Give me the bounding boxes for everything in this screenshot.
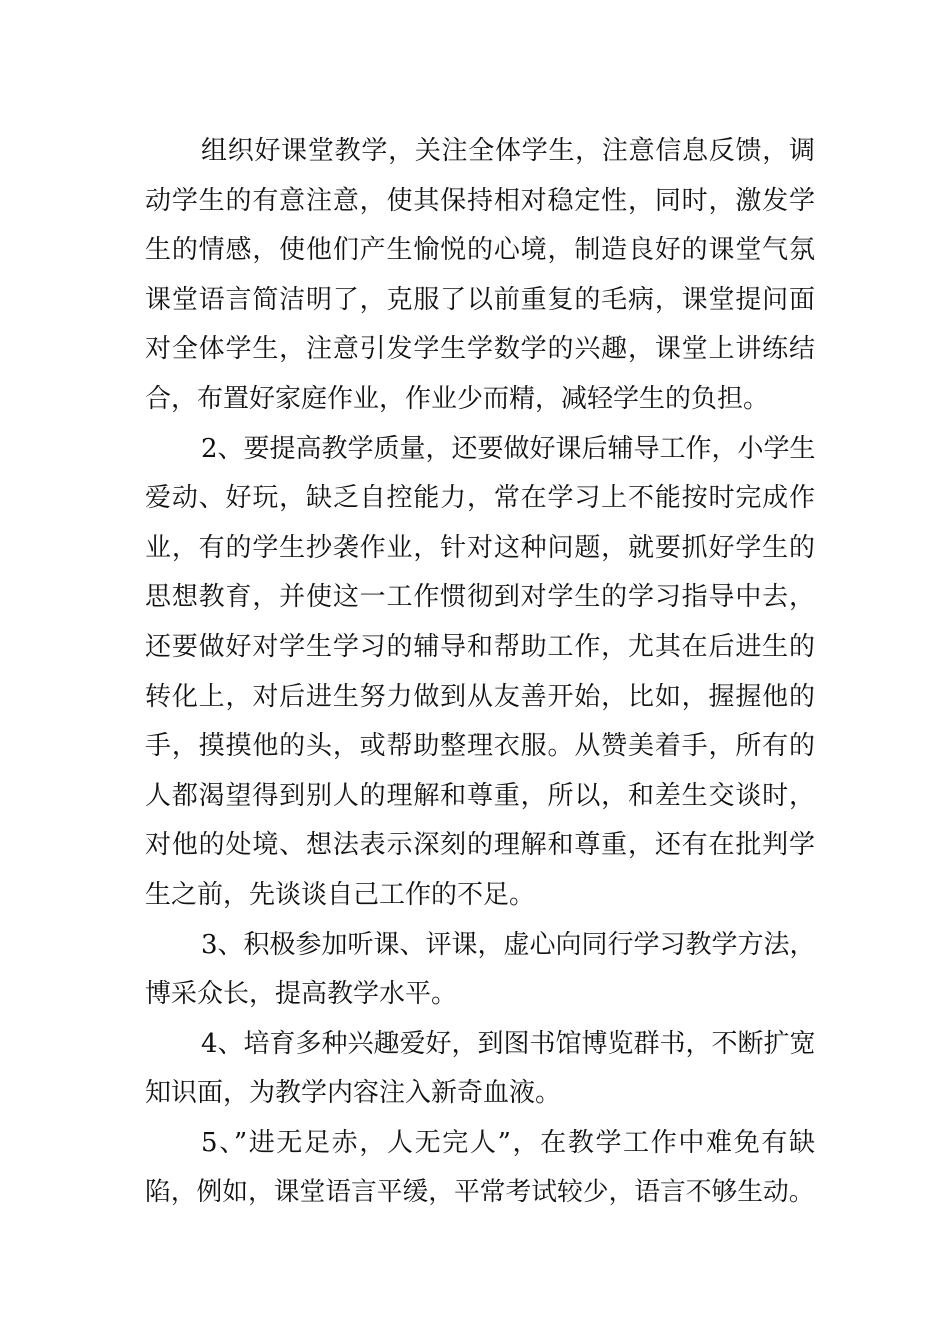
- text-line: 4、培育多种兴趣爱好，到图书馆博览群书，不断扩宽: [201, 1028, 816, 1059]
- text-line: 转化上，对后进生努力做到从友善开始，比如，握握他的: [145, 681, 815, 712]
- text-line: 陷，例如，课堂语言平缓，平常考试较少，语言不够生动。: [145, 1177, 815, 1208]
- text-line: 还要做好对学生学习的辅导和帮助工作，尤其在后进生的: [145, 631, 815, 662]
- body-text: [145, 127, 815, 1218]
- text-line: 生之前，先谈谈自己工作的不足。: [145, 879, 536, 910]
- text-line: 博采众长，提高教学水平。: [145, 979, 458, 1010]
- text-line: 人都渴望得到别人的理解和尊重，所以，和差生交谈时，: [145, 780, 815, 811]
- text-line: 合，布置好家庭作业，作业少而精，减轻学生的负担。: [145, 383, 770, 414]
- text-line: 动学生的有意注意，使其保持相对稳定性，同时，激发学: [145, 185, 815, 216]
- text-line: 手，摸摸他的头，或帮助整理衣服。从赞美着手，所有的: [145, 731, 815, 762]
- text-line: 思想教育，并使这一工作惯彻到对学生的学习指导中去，: [145, 582, 815, 613]
- text-line: 爱动、好玩，缺乏自控能力，常在学习上不能按时完成作: [145, 483, 815, 514]
- text-line: 5、”进无足赤，人无完人”，在教学工作中难免有缺: [201, 1127, 815, 1158]
- text-line: 对他的处境、想法表示深刻的理解和尊重，还有在批判学: [145, 830, 815, 861]
- text-line: 业，有的学生抄袭作业，针对这种问题，就要抓好学生的: [145, 532, 815, 563]
- text-line: 3、积极参加听课、评课，虚心向同行学习教学方法，: [201, 929, 816, 960]
- text-line: 组织好课堂教学，关注全体学生，注意信息反馈，调: [201, 136, 815, 166]
- text-line: 课堂语言简洁明了，克服了以前重复的毛病，课堂提问面: [145, 284, 815, 315]
- text-line: 对全体学生，注意引发学生学数学的兴趣，课堂上讲练结: [145, 334, 815, 365]
- text-line: 生的情感，使他们产生愉悦的心境，制造良好的课堂气氛: [145, 235, 815, 266]
- text-line: 2、要提高教学质量，还要做好课后辅导工作，小学生: [201, 433, 816, 464]
- text-line: 知识面，为教学内容注入新奇血液。: [145, 1078, 562, 1109]
